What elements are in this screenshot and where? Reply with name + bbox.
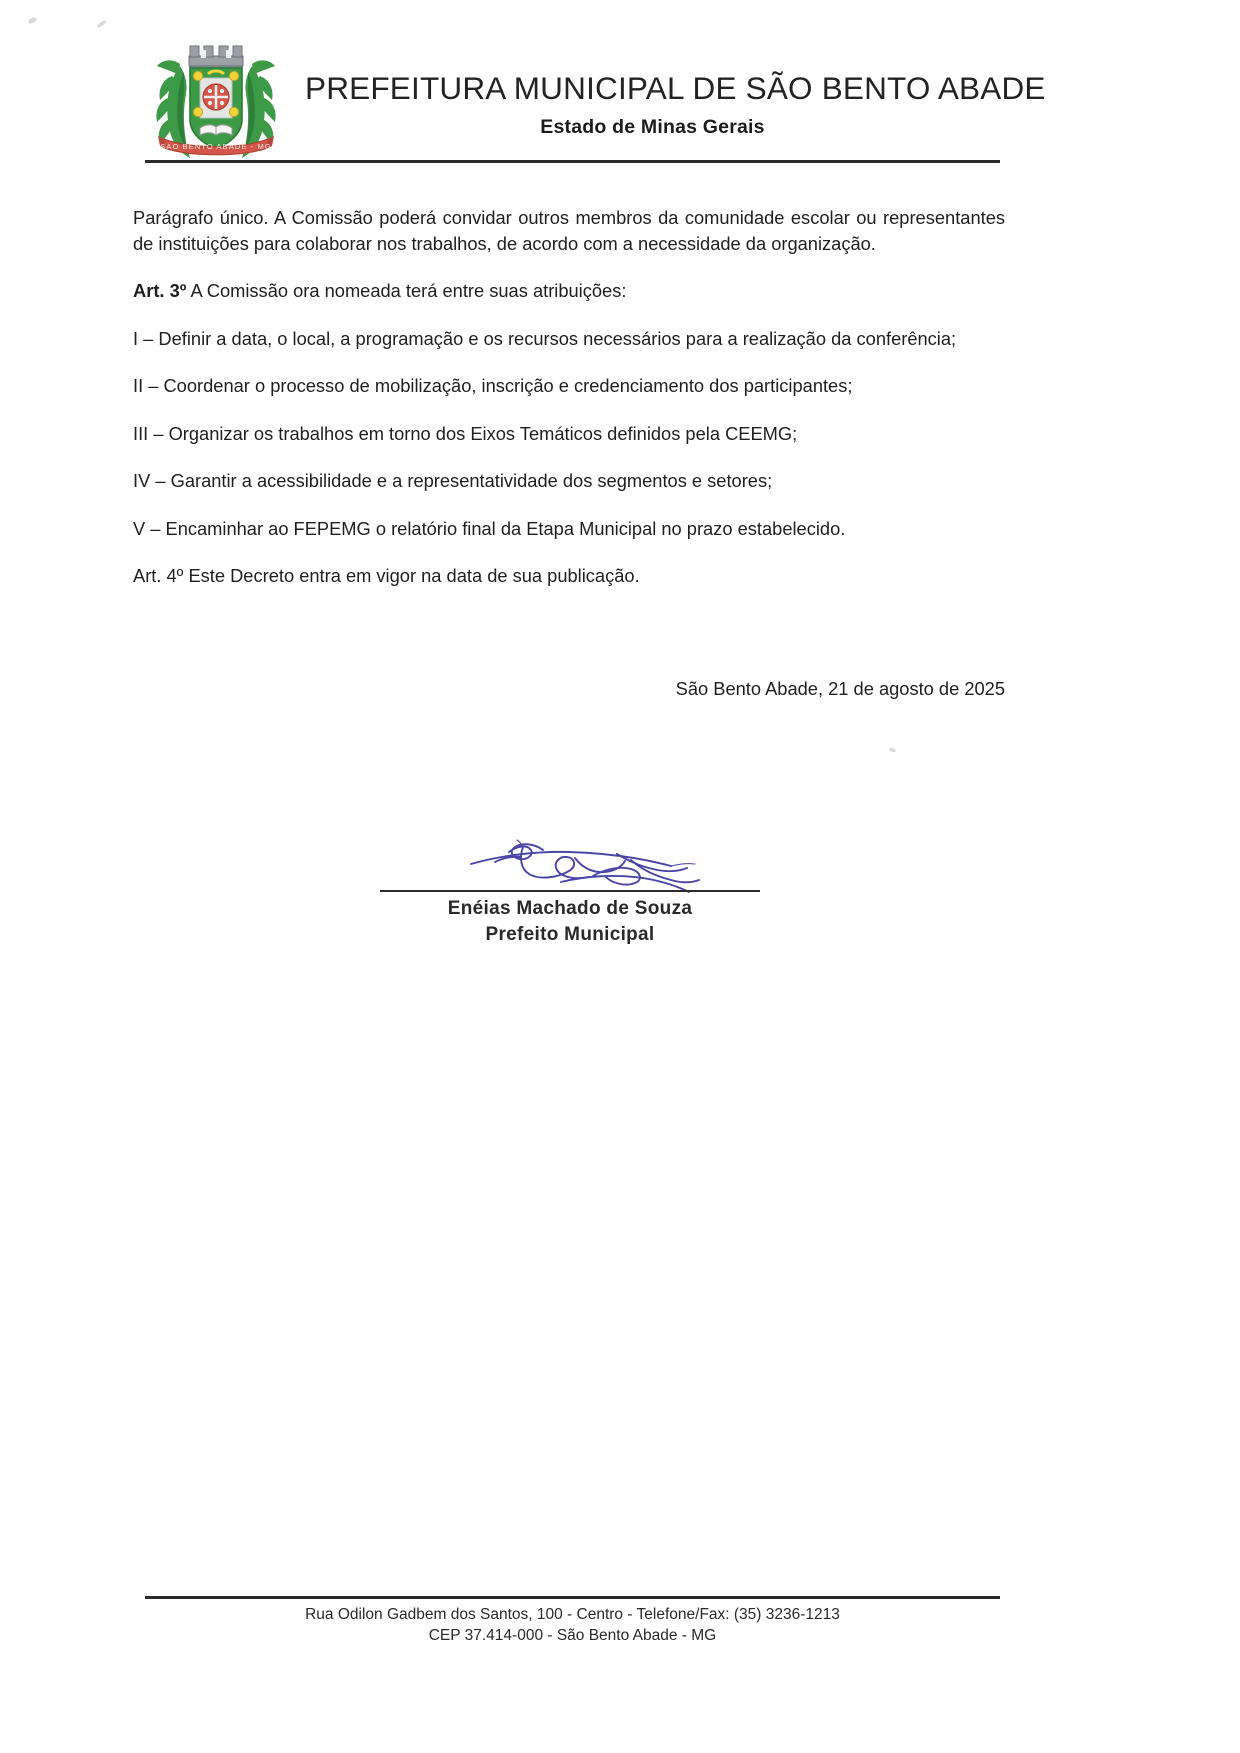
art-3-label: Art. 3º [133, 280, 187, 301]
scan-artifact [27, 16, 37, 24]
paragraph-art-4: Art. 4º Este Decreto entra em vigor na data de sua publicação. [133, 565, 640, 586]
crest-ribbon-text: SAO BENTO ABADE - MG [160, 142, 272, 151]
organization-titles [305, 70, 1046, 139]
art-3-text: A Comissão ora nomeada terá entre suas atribuições: [186, 280, 627, 301]
footer-divider [145, 1596, 1000, 1599]
paragraph-inciso-iii: III – Organizar os trabalhos em torno dos Eixos Temáticos definidos pela CEEMG; [133, 422, 798, 444]
document-body [133, 205, 1005, 611]
signer-name: Enéias Machado de Souza [447, 898, 693, 919]
coat-of-arms-icon [150, 36, 282, 164]
organization-name: PREFEITURA MUNICIPAL DE SÃO BENTO ABADE [305, 70, 1046, 106]
footer-address-line: Rua Odilon Gadbem dos Santos, 100 - Centro - Telefone/Fax: (35) 3236-1213 [305, 1606, 840, 1623]
footer [145, 1604, 1000, 1646]
paragraph-art-3 [133, 278, 1005, 304]
signer-role: Prefeito Municipal [485, 924, 655, 945]
organization-state: Estado de Minas Gerais [540, 116, 765, 138]
scan-artifact [889, 747, 897, 753]
scan-artifact [96, 19, 107, 29]
place-and-date: São Bento Abade, 21 de agosto de 2025 [675, 678, 1005, 699]
header-divider [145, 160, 1000, 163]
paragraph-inciso-ii: II – Coordenar o processo de mobilização, inscrição e credenciamento dos participantes; [133, 375, 853, 396]
signature-line [380, 890, 760, 892]
footer-cep-line: CEP 37.414-000 - São Bento Abade - MG [428, 1627, 717, 1644]
paragraph-inciso-v: V – Encaminhar ao FEPEMG o relatório final da Etapa Municipal no prazo estabelecido. [133, 517, 846, 539]
paragraph-inciso-i: I – Definir a data, o local, a programação e os recursos necessários para a realização da conferência; [133, 327, 957, 349]
letterhead [145, 36, 1046, 164]
paragraph-paragrafo-unico: Parágrafo único. A Comissão poderá convidar outros membros da comunidade escolar ou representantes de instituições para colaborar nos trabalhos, de acordo com a necessidade da organização. [133, 207, 1005, 254]
paragraph-inciso-iv: IV – Garantir a acessibilidade e a representatividade dos segmentos e setores; [133, 470, 773, 491]
